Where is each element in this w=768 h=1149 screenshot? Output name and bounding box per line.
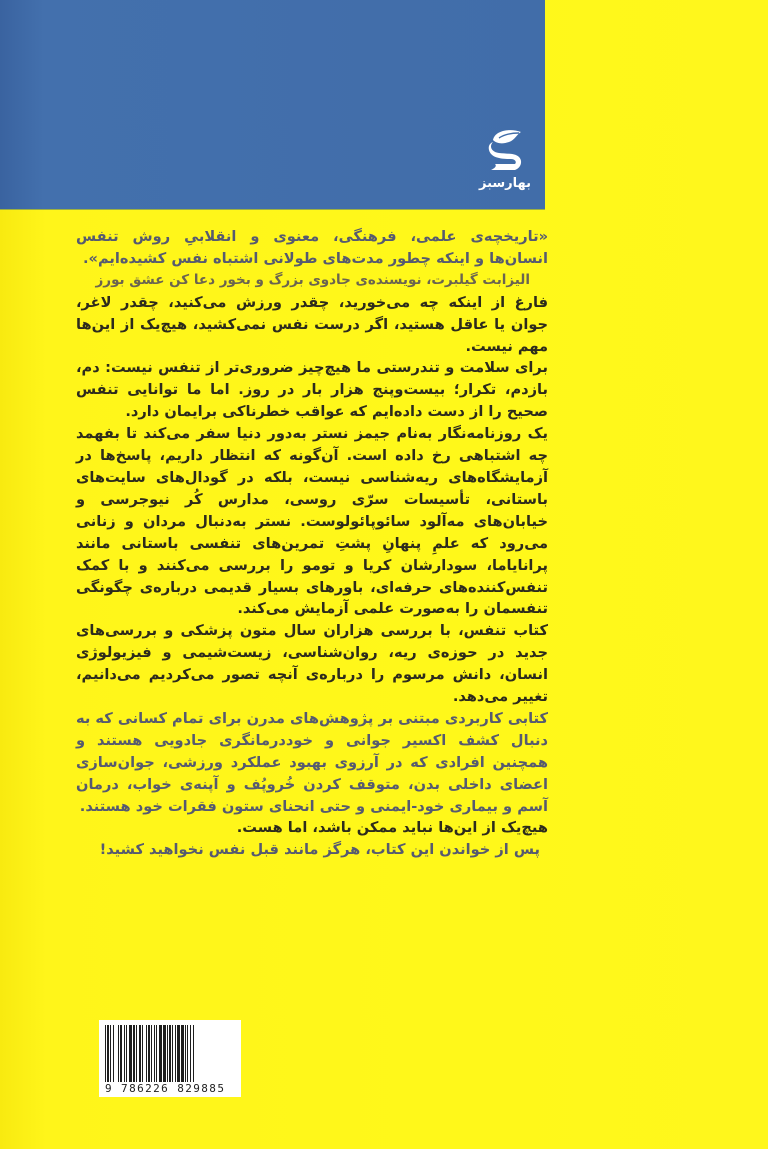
blurb-paragraph-1: فارغ از اینکه چه می‌خورید، چقدر ورزش می‌کنید، چقدر لاغر، جوان یا عاقل هستید، اگر درست نفس نمی‌کشید، هیچ‌یک از این‌ها مهم نیست.: [76, 293, 548, 355]
leaf-book-logo-icon: [485, 126, 525, 174]
blurb-quote: «تاریخچه‌ی علمی، فرهنگی، معنوی و انقلابیِ روش تنفس انسان‌ها و اینکه چطور مدت‌های طولانی اشتباه نفس کشیده‌ایم».: [76, 228, 548, 267]
blurb-final-line: پس از خواندن این کتاب، هرگز مانند قبل نفس نخواهید کشید!: [99, 841, 540, 859]
barcode-gap: [194, 1025, 195, 1082]
blurb-paragraph-2: برای سلامت و تندرستی ما هیچ‌چیز ضروری‌تر از تنفس نیست: دم، بازدم، تکرار؛ بیست‌وپنج هزار بار در روز. اما ما توانایی تنفس صحیح را از دست داده‌ایم که عواقب خطرناکی برایمان دارد.: [76, 359, 548, 421]
blurb-closing-line: هیچ‌یک از این‌ها نباید ممکن باشد، اما هست.: [236, 819, 548, 837]
isbn-number: 9 786226 829885: [105, 1082, 226, 1095]
blurb-highlight-paragraph: کتابی کاربردی مبتنی بر پژوهش‌های مدرن برای تمام کسانی که به دنبال کشف اکسیر جوانی و خوددرمانگری جادویی هستند و همچنین افرادی که در آرزوی بهبود عملکرد ورزشی، جوان‌سازی اعضای داخلی بدن، متوقف کردن خُروپُف و آپنه‌ی خواب، درمان آسم و بیماری خود-ایمنی و حتی انحنای ستون فقرات خود هستند.: [76, 709, 548, 815]
blue-header-panel: [0, 0, 545, 210]
blurb-paragraph-4: کتاب تنفس، با بررسی هزاران سال متون پزشکی و بررسی‌های جدید در حوزه‌ی ریه، روان‌شناسی، زیست‌شیمی و فیزیولوژی انسان، دانش مرسوم را درباره‌ی آنچه تصور می‌کردیم می‌دانیم، تغییر می‌دهد.: [76, 622, 548, 706]
publisher-logo: [480, 126, 530, 200]
quote-attribution: الیزابت گیلبرت، نویسنده‌ی جادوی بزرگ و بخور دعا کن عشق بورز: [95, 271, 530, 288]
blurb-text: [76, 226, 548, 861]
isbn-barcode: [99, 1020, 241, 1097]
blurb-paragraph-3: یک روزنامه‌نگار به‌نام جیمز نستر به‌دور دنیا سفر می‌کند تا بفهمد چه اشتباهی رخ داده است. آن‌گونه که انتظار داریم، پاسخ‌ها در آزمایشگاه‌های ریه‌شناسی نیست، بلکه در گودال‌های سایت‌های باستانی، تأسیسات سرّی روسی، مدارس کُر نیوجرسی و خیابان‌های مه‌آلود سائوپائولوست. نستر به‌دنبال مردان و زنانی می‌رود که علمِ پنهانِ پشتِ تمرین‌های تنفسی باستانی مانند پرانایاما، سودارشان کریا و تومو را بررسی می‌کنند و با کمک تنفس‌کننده‌های حرفه‌ای، باورهای بسیار قدیمی درباره‌ی چگونگی تنفسمان را به‌صورت علمی آزمایش می‌کند.: [76, 425, 548, 618]
barcode-bars: [105, 1025, 235, 1082]
publisher-name: بهارسبز: [479, 176, 532, 191]
